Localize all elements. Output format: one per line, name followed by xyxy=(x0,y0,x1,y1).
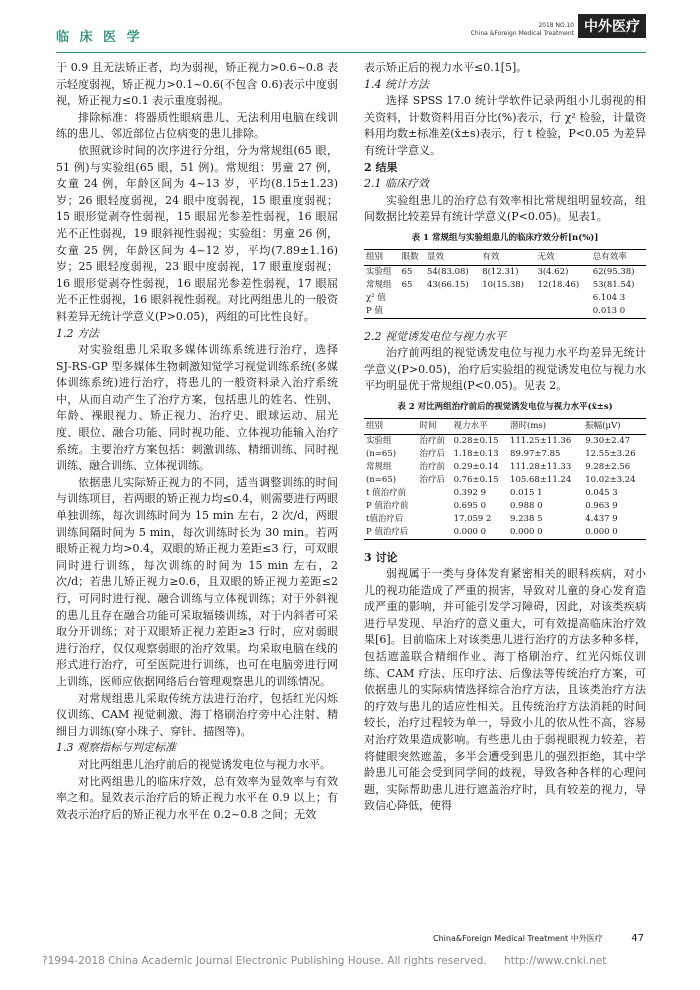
table-cell: 0.29±0.14 xyxy=(453,461,499,472)
table-row xyxy=(364,500,646,513)
page-number: 47 xyxy=(631,933,644,944)
table-cell: P 值治疗前 xyxy=(366,500,409,511)
table-cell: 89.97±7.85 xyxy=(510,448,561,459)
table-cell: 3(4.62) xyxy=(537,266,569,277)
table-cell: 0.000 0 xyxy=(510,526,543,537)
section-heading: 2 结果 xyxy=(364,160,398,174)
table-cell xyxy=(418,487,452,500)
table-cell: 17.059 2 xyxy=(453,513,492,524)
table-cell: 12.55±3.26 xyxy=(585,448,636,459)
table-cell: 6.104 3 xyxy=(592,292,626,303)
table2 xyxy=(364,418,646,540)
table-cell: 0.000 0 xyxy=(585,526,618,537)
right-column xyxy=(364,60,646,815)
table-header-cell: 潜时(ms) xyxy=(508,418,583,434)
table-header-cell: 显效 xyxy=(425,249,480,265)
table-cell: 9.28±2.56 xyxy=(585,461,631,472)
table-cell: 0.988 0 xyxy=(510,500,543,511)
footer-journal: China&Foreign Medical Treatment 中外医疗 xyxy=(433,934,603,943)
journal-name-en: China &Foreign Medical Treatment xyxy=(470,30,574,37)
cnki-url: http://www.cnki.net xyxy=(504,955,607,967)
table-cell: 105.68±11.24 xyxy=(510,474,572,485)
table-cell: 0.963 9 xyxy=(585,500,618,511)
table-cell: 10(15.38) xyxy=(482,279,524,290)
table-header-cell: 时间 xyxy=(418,418,452,434)
table-cell: 常规组 xyxy=(366,461,392,472)
table-cell: 治疗前 xyxy=(419,461,446,472)
table-header-cell: 振幅(μV) xyxy=(583,418,646,434)
table-cell: 43(66.15) xyxy=(426,279,469,290)
table-header-cell: 有效 xyxy=(480,249,535,265)
table-cell: P 值 xyxy=(366,305,383,316)
table-cell: 实验组 xyxy=(366,435,392,446)
table-cell: 10.02±3.24 xyxy=(585,474,636,485)
subsection-heading: 1.4 统计方法 xyxy=(364,77,429,91)
table-row xyxy=(364,461,646,474)
paragraph: 依据患儿实际矫正视力的不同，适当调整训练的时间与训练项目，若两眼的矫正视力均≤0.4，则需要进行两眼单独训练，每次训练时间为 15 min 左右，2 次/d，两眼训练间隔时间为 5 min，每次训练时长为 30 min。若两眼矫正视力均>0.4，双眼的矫正视力差距≤3 行，可双眼同时进行训练，每次训练的时间为 15 min 左右，2 次/d；若患儿矫正视力≥0.6，且双眼的矫正视力差距≤2 行，可同时进行视、融合训练与立体视训练；对于外斜视的患儿且存在融合功能可采取辐辏训练，对于内斜者可采取分开训练；对于双眼矫正视力差距≥3 行时，应对弱眼进行治疗，仅仅观察弱眼的治疗效果。均采取电脑在线的形式进行治疗，可至医院进行训练，也可在电脑旁进行网上训练，医师应依据网络后台管理观察患儿的训练情况。 xyxy=(56,475,338,688)
table-header-row xyxy=(364,418,646,434)
table-row xyxy=(364,279,646,292)
paragraph: 对比两组患儿治疗前后的视觉诱发电位与视力水平。 xyxy=(78,757,331,771)
table-cell: 65 xyxy=(401,266,413,277)
table-cell xyxy=(418,500,452,513)
table-cell: 9.238 5 xyxy=(510,513,543,524)
section-heading: 3 讨论 xyxy=(364,550,398,564)
table-cell: t值治疗后 xyxy=(366,513,404,524)
left-column xyxy=(56,60,338,823)
paragraph: 表示矫正后的视力水平≤0.1[5]。 xyxy=(364,61,528,74)
table-cell xyxy=(400,292,425,305)
running-section-title: 临 床 医 学 xyxy=(56,30,143,45)
table-cell: 0.013 0 xyxy=(592,305,626,316)
table-cell: (n=65) xyxy=(366,474,397,485)
table-cell: 62(95.38) xyxy=(592,266,635,277)
table-header-cell: 组别 xyxy=(364,418,418,434)
header-rule xyxy=(56,52,646,53)
table-cell xyxy=(535,292,590,305)
table-cell: 实验组 xyxy=(366,266,392,277)
paragraph: 治疗前两组的视觉诱发电位与视力水平均差异无统计学意义(P>0.05)，治疗后实验组的视觉诱发电位与视力水平均明显优于常规组(P<0.05)。见表 2。 xyxy=(364,346,646,393)
table-cell: P 值治疗后 xyxy=(366,526,409,537)
table-cell: 4.437 9 xyxy=(585,513,618,524)
table-cell: 治疗后 xyxy=(419,474,446,485)
table-row xyxy=(364,305,646,319)
table-cell: 9.30±2.47 xyxy=(585,435,631,446)
copyright-text: ?1994-2018 China Academic Journal Electronic Publishing House. All rights reserved. xyxy=(42,955,487,967)
table-header-cell: 无效 xyxy=(535,249,590,265)
table-cell: 0.015 1 xyxy=(510,487,543,498)
table-cell: 12(18.46) xyxy=(537,279,580,290)
table-cell: 0.28±0.15 xyxy=(453,435,499,446)
table-header-cell: 视力水平 xyxy=(452,418,508,434)
table-cell xyxy=(418,526,452,540)
table-cell: 0.392 9 xyxy=(453,487,487,498)
table-row xyxy=(364,448,646,461)
table-header-row xyxy=(364,249,646,265)
table-cell: 0.695 0 xyxy=(453,500,487,511)
paragraph: 选择 SPSS 17.0 统计学软件记录两组小儿弱视的相关资料，计数资料用百分比(%)表示，行 χ² 检验，计量资料用均数±标准差(x̄±s)表示，行 t 检验，P<0.05 为差异有统计学意义。 xyxy=(364,94,646,157)
paragraph: 弱视属于一类与身体发育紧密相关的眼科疾病，对小儿的视功能造成了严重的损害，导致对儿童的身心发育造成严重的影响，并可能引发学习障碍，因此，对该类疾病进行早发现、早治疗的意义重大，可有效提高临床治疗效果[6]。目前临床上对该类患儿进行治疗的方法多种多样，包括遮盖联合精细作业、海丁格刷治疗、红光闪烁仪训练、CAM 疗法、压印疗法、后像法等传统治疗方案，可依据患儿的实际病情选择综合治疗方法，且该类治疗方法的疗效与患儿的适应性相关。且传统治疗方法消耗的时间较长，治疗过程较为单一，导致小儿的依从性不高，容易对治疗效果造成影响。有些患儿由于弱视眼视力较差，若将健眼突然遮盖，多半会遭受到患儿的强烈拒绝，其中学龄患儿可能会受到同学间的歧视，导致各种各样的心理问题，实际帮助患儿进行遮盖治疗时，具有较差的视力，导致信心降低，使得 xyxy=(364,567,646,813)
table-cell: 治疗后 xyxy=(419,448,446,459)
table-header-cell: 眼数 xyxy=(400,249,425,265)
table-cell: 8(12.31) xyxy=(482,266,519,277)
table2-caption: 表 2 对比两组治疗前后的视觉诱发电位与视力水平(x̄±s) xyxy=(397,401,613,412)
table-cell xyxy=(418,513,452,526)
table-cell: 111.25±11.36 xyxy=(510,435,572,446)
table-cell: 0.76±0.15 xyxy=(453,474,499,485)
table-cell: (n=65) xyxy=(366,448,397,459)
table-cell xyxy=(535,305,590,319)
table-cell: 0.045 3 xyxy=(585,487,618,498)
copyright-line xyxy=(42,955,606,967)
paragraph: 依照就诊时间的次序进行分组，分为常规组(65 眼，51 例)与实验组(65 眼，51 例)。常规组：男童 27 例，女童 24 例，年龄区间为 4~13 岁，平均(8.15±1.23)岁；26 眼轻度弱视，24 眼中度弱视，15 眼重度弱视；15 眼形觉剥夺性弱视，15 眼屈光参差性弱视，16 眼屈光不正性弱视，19 眼斜视性弱视；实验组：男童 26 例，女童 25 例，年龄区间为 4~12 岁，平均(7.89±1.16)岁；25 眼轻度弱视，23 眼中度弱视，17 眼重度弱视；16 眼形觉剥夺性弱视，16 眼屈光参差性弱视，17 眼屈光不正性弱视，16 眼斜视性弱视。对比两组患儿的一般资料差异无统计学意义(P>0.05)，两组的可比性良好。 xyxy=(56,143,338,323)
table-cell: 常规组 xyxy=(366,279,392,290)
table-cell: 1.18±0.13 xyxy=(453,448,499,459)
table-cell: t 值治疗前 xyxy=(366,487,407,498)
table-row xyxy=(364,487,646,500)
table-header-cell: 总有效率 xyxy=(591,249,646,265)
page-footer xyxy=(433,933,644,944)
journal-header xyxy=(471,14,646,38)
table-cell: 65 xyxy=(401,279,413,290)
table-row xyxy=(364,434,646,448)
table-cell xyxy=(480,292,535,305)
table-cell: 54(83.08) xyxy=(426,266,469,277)
table-cell: χ² 值 xyxy=(366,292,386,303)
table-cell: 53(81.54) xyxy=(592,279,635,290)
table-row xyxy=(364,265,646,279)
table-row xyxy=(364,526,646,540)
paragraph: 排除标准：将器质性眼病患儿、无法利用电脑在线训练的患儿、邻近部位占位病变的患儿排除。 xyxy=(56,110,338,141)
table-cell: 治疗前 xyxy=(419,435,446,446)
subsection-heading: 1.3 观察指标与判定标准 xyxy=(56,741,176,755)
journal-name-cn: 中外医疗 xyxy=(578,14,646,38)
table-cell xyxy=(425,305,480,319)
table-cell xyxy=(425,292,480,305)
paragraph: 对常规组患儿采取传统方法进行治疗，包括红光闪烁仪训练、CAM 视觉刺激、海丁格刷治疗旁中心注射、精细目力训练(穿小珠子、穿针、描图等)。 xyxy=(56,691,338,738)
table1 xyxy=(364,249,646,319)
paragraph: 实验组患儿的治疗总有效率相比常规组明显较高，组间数据比较差异有统计学意义(P<0.05)。见表1。 xyxy=(364,193,646,224)
year-issue: 2018 NO.10 xyxy=(538,22,574,29)
subsection-heading: 1.2 方法 xyxy=(56,326,99,340)
table-row xyxy=(364,513,646,526)
paragraph: 对实验组患儿采取多媒体训练系统进行治疗，选择 SJ-RS-GP 型多媒体生物刺激知觉学习视觉训练系统(多媒体训练系统)进行治疗，将患儿的一般资料录入治疗系统中，从而自动产生了治疗方案，包括患儿的姓名、性别、年龄、裸眼视力、矫正视力、治疗史、眼球运动、屈光度、眼位、融合功能、同时视功能、立体视功能输入治疗系统。主要治疗方案包括：刺激训练、精细训练、同时视训练、融合训练、立体视训练。 xyxy=(56,343,338,473)
paragraph: 对比两组患儿的临床疗效，总有效率为显效率与有效率之和。显效表示治疗后的矫正视力水平在 0.9 以上；有效表示治疗后的矫正视力水平在 0.2~0.8 之间；无效 xyxy=(56,774,338,821)
table-cell xyxy=(480,305,535,319)
table1-caption: 表 1 常规组与实验组患儿的临床疗效分析[n(%)] xyxy=(411,232,599,243)
table-cell: 0.000 0 xyxy=(453,526,487,537)
table-row xyxy=(364,292,646,305)
journal-meta xyxy=(471,22,574,38)
table-row xyxy=(364,474,646,487)
table-header-cell: 组别 xyxy=(364,249,400,265)
paragraph: 于 0.9 且无法矫正者，均为弱视，矫正视力>0.6~0.8 表示轻度弱视，矫正视力>0.1~0.6(不包含 0.6)表示中度弱视，矫正视力≤0.1 表示重度弱视。 xyxy=(56,61,338,108)
subsection-heading: 2.1 临床疗效 xyxy=(364,177,429,191)
table-cell xyxy=(400,305,425,319)
table-cell: 111.28±11.33 xyxy=(510,461,572,472)
subsection-heading: 2.2 视觉诱发电位与视力水平 xyxy=(364,329,506,343)
